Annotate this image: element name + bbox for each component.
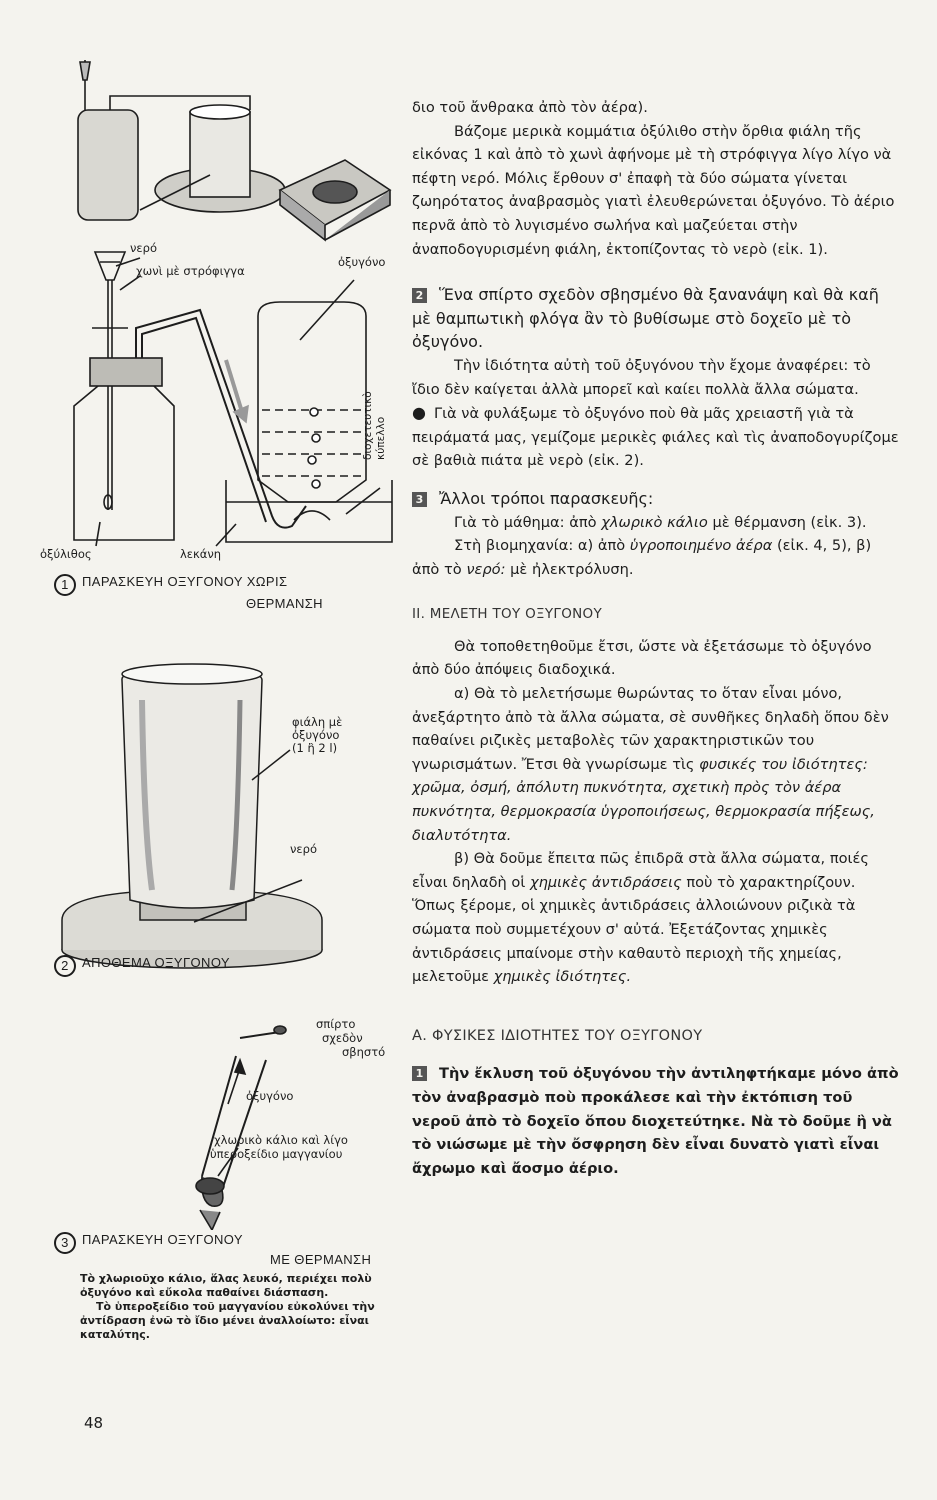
figure-2-caption — [54, 955, 230, 977]
paragraph-9-italic: φυσικές του ἰδιότητες: χρῶμα, ὀσμή, ἀπόλυτη πυκνότητα, σχετικὴ πρὸς τὸν ἀέρα πυκνότητα, θερμοκρασία ὑγροποιήσεως, θερμοκρασία πήξεως, διαλυτότητα. — [412, 755, 875, 844]
fig1-caption-line1: ΠΑΡΑΣΚΕΥΗ ΟΞΥΓΟΝΟΥ ΧΩΡΙΣ — [82, 574, 288, 589]
paragraph-7-part-c: (εἰκ. 4, 5), β) ἀπὸ τὸ — [412, 537, 872, 578]
paragraph-5 — [412, 401, 900, 473]
fig3-number: 3 — [54, 1232, 76, 1254]
heading-other-methods — [412, 487, 900, 511]
paragraph-11 — [412, 1062, 900, 1180]
figure-3-caption — [54, 1232, 243, 1254]
paragraph-8: Θὰ τοποθετηθοῦμε ἔτσι, ὥστε νὰ ἐξετάσωμε τὸ ὀξυγόνο ἀπὸ δύο ἀπόψεις διαδοχικά. — [412, 637, 872, 679]
paragraph-4: Τὴν ἰδιότητα αὐτὴ τοῦ ὀξυγόνου τὴν ἔχομε ἀναφέρει: τὸ ἴδιο δὲν καίγεται ἀλλὰ μπορεῖ καὶ καίει πολλὰ ἄλλα σώματα. — [412, 356, 871, 398]
paragraph-10-part-d: χημικὲς ἰδιότητες. — [493, 968, 632, 986]
fig2-label-bottle-3: (1 ἢ 2 l) — [292, 741, 338, 755]
paragraph-5-text: Γιὰ νὰ φυλάξωμε τὸ ὀξυγόνο ποὺ θὰ μᾶς χρειαστῆ γιὰ τὰ πειράματά μας, γεμίζομε μερικὲς φιάλες καὶ τὶς ἀναποδογυρίζομε σὲ βαθιὰ πιάτα μὲ νερὸ (εἰκ. 2). — [412, 405, 899, 470]
paragraph-6-part-c: μὲ θέρμανση (εἰκ. 3). — [712, 513, 867, 531]
fig2-number: 2 — [54, 955, 76, 977]
paragraph-1: διο τοῦ ἄνθρακα ἀπὸ τὸν ἀέρα). — [412, 99, 648, 116]
fig1-number: 1 — [54, 574, 76, 596]
paragraph-7-part-a: Στὴ βιομηχανία: α) ἀπὸ — [454, 537, 626, 555]
figure-2-oxygen-reserve — [40, 650, 410, 970]
bullet-icon: ● — [412, 403, 426, 423]
fig2-caption-text: ΑΠΟΘΕΜΑ ΟΞΥΓΟΝΟΥ — [82, 955, 231, 970]
fig3-label-chem-1: χλωρικὸ κάλιο καὶ λίγο — [214, 1133, 348, 1147]
fig2-label-bottle-2: ὀξυγόνο — [292, 728, 340, 742]
fig2-label-bottle-1: φιάλη μὲ — [292, 715, 343, 729]
paragraph-11-text: Τὴν ἔκλυση τοῦ ὀξυγόνου τὴν ἀντιληφτήκαμε μόνο ἀπὸ τὸν ἀναβρασμὸ ποὺ προκάλεσε καὶ τὴν ἐκτόπιση τοῦ νεροῦ ἀπὸ τὸ δοχεῖο ὅπου διοχετεύτηκε. Νὰ τὸ δοῦμε ἢ νὰ τὸ νιώσωμε μὲ τὴν ὄσφρηση δὲν εἶναι δυνατὸ γιατὶ εἶναι ἄχρωμο καὶ ἄοσμο ἀέριο. — [412, 1065, 899, 1177]
section-heading-a: Α. ΦΥΣΙΚΕΣ ΙΔΙΟΤΗΤΕΣ ΤΟΥ ΟΞΥΓΟΝΟΥ — [412, 1027, 703, 1044]
text-column — [412, 96, 900, 1180]
paragraph-7-part-d: νερό: — [466, 560, 506, 578]
fig3-caption-line2: ΜΕ ΘΕΡΜΑΝΣΗ — [270, 1252, 372, 1267]
fig2-label-water: νερό — [290, 842, 317, 856]
section-number-1: 1 — [412, 1066, 427, 1081]
figure-1-apparatus — [40, 40, 410, 580]
paragraph-2: Βάζομε μερικὰ κομμάτια ὀξύλιθο στὴν ὄρθια φιάλη τῆς εἰκόνας 1 καὶ ἀπὸ τὸ χωνὶ ἀφήνομε μὲ τὴ στρόφιγγα λίγο λίγο νὰ πέφτη νερό. Μόλις ἔρθουν σ' ἐπαφὴ τὰ δύο σώματα γίνεται ζωηρότατος ἀναβρασμὸς γιατὶ ἐλευθερώνεται ὀξυγόνο. Τὸ ἀέριο περνᾶ ἀπὸ τὸ λυγισμένο σωλήνα καὶ μαζεύεται στὴν ἀναποδογυρισμένη φιάλη, ἐκτοπίζοντας τὸ νερὸ (εἰκ. 1). — [412, 122, 895, 258]
figure-1-caption — [54, 574, 287, 596]
fig1-label-funnel: χωνὶ μὲ στρόφιγγα — [136, 264, 245, 278]
paragraph-3-text: Ἕνα σπίρτο σχεδὸν σβησμένο θὰ ξανανάψη καὶ θὰ καῆ μὲ θαμπωτικὴ φλόγα ἂν τὸ βυθίσωμε στὸ δοχεῖο μὲ τὸ ὀξυγόνο. — [412, 285, 879, 352]
fig3-label-match-1: σπίρτο — [316, 1017, 356, 1031]
fig3-label-match-3: σβηστό — [342, 1045, 386, 1059]
paragraph-10-part-a: β) Θὰ δοῦμε ἔπειτα πῶς ἐπιδρᾶ στὰ ἄλλα σώματα, ποιές εἶναι δηλαδὴ οἱ — [412, 850, 869, 891]
note-paragraph-1: Τὸ χλωριοῦχο κάλιο, ἅλας λευκό, περιέχει πολὺ ὀξυγόνο καὶ εὔκολα παθαίνει διάσπαση. — [80, 1272, 372, 1299]
paragraph-7-part-b: ὑγροποιημένο ἀέρα — [629, 537, 773, 555]
fig1-label-oxygen: ὀξυγόνο — [338, 255, 386, 269]
fig1-label-receiver: διοχετευτικὸ κύπελλο — [362, 391, 387, 460]
fig1-label-oxylith: ὀξύλιθος — [40, 547, 92, 561]
fig3-label-match-2: σχεδὸν — [322, 1031, 363, 1045]
paragraph-6 — [412, 511, 900, 535]
paragraph-3 — [412, 283, 900, 354]
paragraph-6-part-a: Γιὰ τὸ μάθημα: ἀπὸ — [454, 513, 597, 531]
page-number: 48 — [84, 1414, 104, 1432]
paragraph-9 — [412, 682, 900, 847]
paragraph-9-text: α) Θὰ τὸ μελετήσωμε θωρώντας το ὅταν εἶναι μόνο, ἀνεξάρτητο ἀπὸ τὰ ἄλλα σώματα, σὲ συνθῆκες δηλαδὴ ὅπου δὲν παθαίνει ριζικὲς μεταβολὲς τῶν χαρακτηριστικῶν του γνωρισμάτων. Ἔτσι θὰ γνωρίσωμε τὶς — [412, 685, 889, 773]
note-paragraph-2: Τὸ ὑπεροξείδιο τοῦ μαγγανίου εὐκολύνει τὴν ἀντίδραση ἐνῶ τὸ ἴδιο μένει ἀναλλοίωτο: εἶναι καταλύτης. — [80, 1300, 375, 1341]
paragraph-7 — [412, 534, 900, 581]
figure-column — [40, 40, 410, 1360]
paragraph-10-part-b: χημικὲς ἀντιδράσεις — [529, 873, 682, 891]
heading-other-methods-text: Ἄλλοι τρόποι παρασκευῆς: — [439, 488, 654, 508]
section-number-3: 3 — [412, 492, 427, 507]
paragraph-7-part-e: μὲ ἠλεκτρόλυση. — [510, 560, 634, 578]
fig1-label-basin: λεκάνη — [180, 547, 222, 561]
fig1-label-water: νερό — [130, 241, 157, 255]
fig1-caption-line2: ΘΕΡΜΑΝΣΗ — [246, 596, 323, 611]
fig3-caption-line1: ΠΑΡΑΣΚΕΥΗ ΟΞΥΓΟΝΟΥ — [82, 1232, 243, 1247]
paragraph-10 — [412, 847, 900, 989]
fig3-label-chem-2: ὑπεροξείδιο μαγγανίου — [210, 1147, 343, 1161]
fig3-label-oxygen: ὀξυγόνο — [246, 1089, 294, 1103]
paragraph-6-part-b: χλωρικὸ κάλιο — [601, 513, 708, 531]
paragraph-10-part-c: ποὺ τὸ χαρακτηρίζουν. Ὅπως ξέρομε, οἱ χημικὲς ἀντιδράσεις ἀλλοιώνουν ριζικὰ τὰ σώματα ποὺ συμμετέχουν σ' αὐτά. Ἐξετάζοντας χημικὲς ἀντιδράσεις μπαίνομε στὴν καθαυτὸ περιοχὴ τῆς χημείας, μελετοῦμε — [412, 873, 856, 986]
figure-3-note — [80, 1272, 400, 1342]
section-number-2: 2 — [412, 288, 427, 303]
section-heading-ii: ΙΙ. ΜΕΛΕΤΗ ΤΟΥ ΟΞΥΓΟΝΟΥ — [412, 606, 603, 623]
